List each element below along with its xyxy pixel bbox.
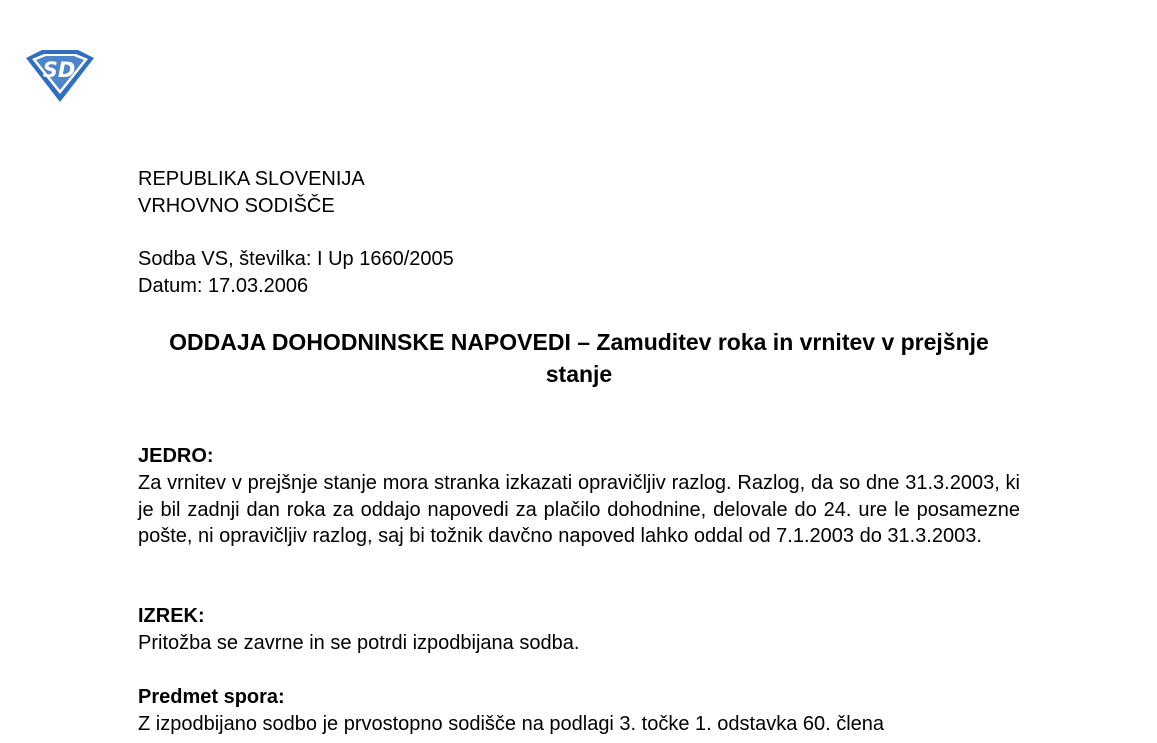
section-heading-jedro: JEDRO:: [138, 445, 214, 467]
court-line: VRHOVNO SODIŠČE: [138, 195, 335, 217]
decision-date: Datum: 17.03.2006: [138, 275, 309, 297]
section-heading-predmet-spora: Predmet spora:: [138, 686, 285, 708]
document-title: ODDAJA DOHODNINSKE NAPOVEDI – Zamuditev roka in vrnitev v prejšnje stanje: [169, 329, 989, 387]
court-logo: [22, 48, 96, 104]
logo-lettering: SD: [42, 58, 76, 82]
section-body-izrek: Pritožba se zavrne in se potrdi izpodbijana sodba.: [138, 632, 580, 654]
section-heading-izrek: IZREK:: [138, 605, 205, 627]
country-line: REPUBLIKA SLOVENIJA: [138, 168, 365, 190]
section-body-predmet-spora: Z izpodbijano sodbo je prvostopno sodišče na podlagi 3. točke 1. odstavka 60. člena: [138, 713, 885, 735]
case-number: Sodba VS, številka: I Up 1660/2005: [138, 248, 454, 270]
section-body-jedro: Za vrnitev v prejšnje stanje mora stranka izkazati opravičljiv razlog. Razlog, da so dne 31.3.2003, ki je bil zadnji dan roka za oddajo napovedi za plačilo dohodnine, delovale do 24. ure le posamezne pošte, ni opravičljiv razlog, saj bi tožnik davčno napoved lahko oddal od 7.1.2003 do 31.3.2003.: [138, 472, 1020, 547]
